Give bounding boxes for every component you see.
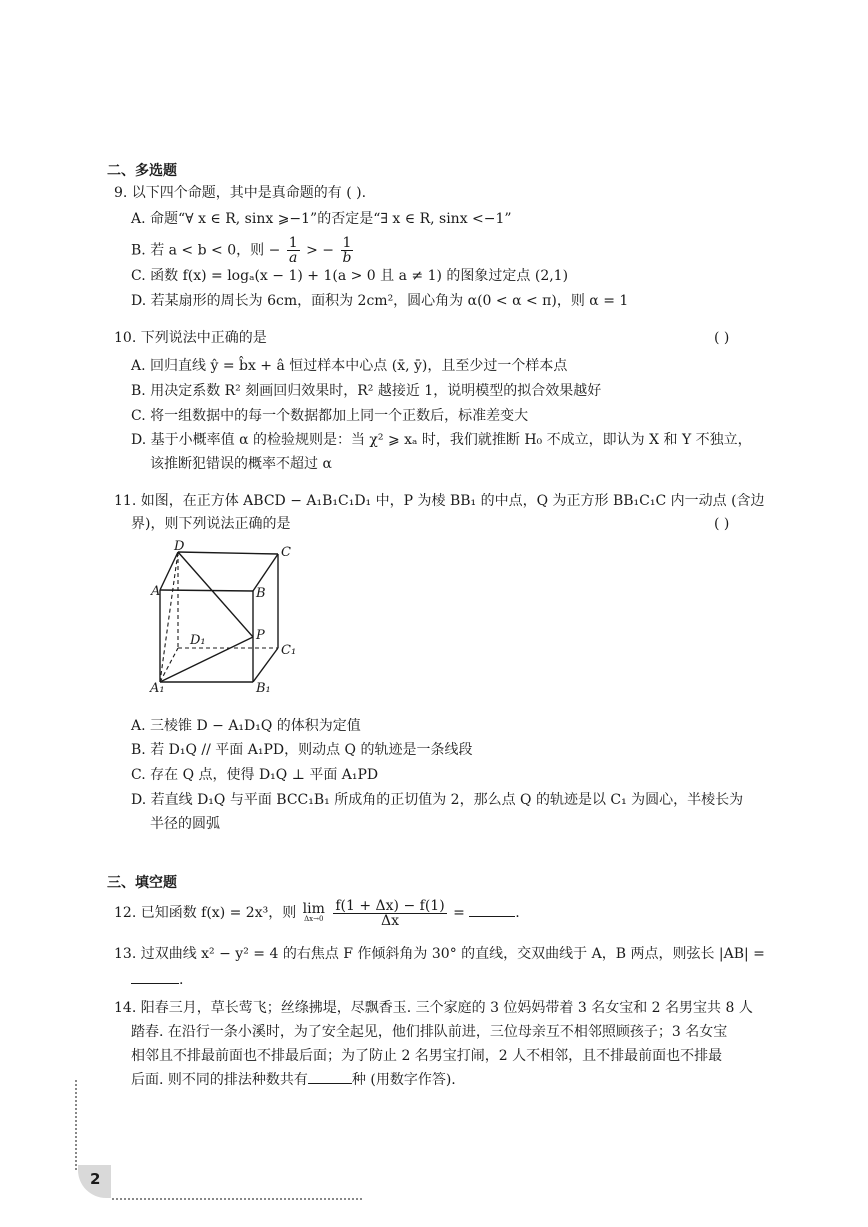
q11-stem-line2: 界)，则下列说法正确的是 <box>131 516 291 532</box>
q14-line4 <box>131 1070 456 1090</box>
q14-line1: 14. 阳春三月，草长莺飞；丝绦拂堤，尽飘香玉. 三个家庭的 3 位妈妈带着 3 名女宝和 2 名男宝共 8 人 <box>114 1000 753 1016</box>
edge-DP <box>178 552 253 637</box>
q14-line4-suffix: 种 (用数字作答). <box>351 1072 456 1088</box>
q12-lim-subscript: Δx→0 <box>304 915 324 923</box>
q9-b-frac1-num: 1 <box>288 235 298 251</box>
q10-option-b: B. 用决定系数 R² 刻画回归效果时，R² 越接近 1，说明模型的拟合效果越好 <box>131 383 602 399</box>
q12-fraction <box>333 899 446 928</box>
q11-option-d-line2: 半径的圆弧 <box>150 816 220 832</box>
q9-b-frac2-num: 1 <box>342 235 352 251</box>
q10-option-d-line1: D. 基于小概率值 α 的检验规则是：当 χ² ⩾ xₐ 时，我们就推断 H₀ 不成立，即认为 X 和 Y 不独立， <box>131 432 752 448</box>
q12-frac-num: f(1 + Δx) − f(1) <box>335 897 445 914</box>
q10-option-c: C. 将一组数据中的每一个数据都加上同一个正数后，标准差变大 <box>131 408 529 424</box>
q12-line <box>114 896 520 930</box>
q14-line3: 相邻且不排最前面也不排最后面；为了防止 2 名男宝打闹，2 人不相邻，且不排最前面也不排最 <box>131 1048 723 1064</box>
q9-stem: 9. 以下四个命题，其中是真命题的有 ( ). <box>114 185 367 201</box>
q11-stem-line1: 11. 如图，在正方体 ABCD − A₁B₁C₁D₁ 中，P 为棱 BB₁ 的中点，Q 为正方形 BB₁C₁C 内一动点 (含边 <box>114 493 765 509</box>
q11-answer-paren: ( ) <box>714 516 730 532</box>
q9-option-d: D. 若某扇形的周长为 6cm，面积为 2cm²，圆心角为 α(0 < α < π)，则 α = 1 <box>131 293 629 309</box>
label-D1: D₁ <box>190 633 206 648</box>
q11-option-d-line1: D. 若直线 D₁Q 与平面 BCC₁B₁ 所成角的正切值为 2，那么点 Q 的轨迹是以 C₁ 为圆心，半棱长为 <box>131 792 744 808</box>
q9-b-fraction-1 <box>287 236 300 265</box>
edge-AB <box>160 590 253 591</box>
label-D: D <box>174 540 185 554</box>
q10-answer-paren: ( ) <box>714 330 730 346</box>
q10-option-a: A. 回归直线 ŷ = b̂x + â 恒过样本中心点 (x̄, ȳ)，且至少过一个样本点 <box>131 358 568 374</box>
cube-figure <box>148 540 308 700</box>
q9-b-frac1-den: a <box>289 250 298 266</box>
label-A: A <box>151 584 161 599</box>
q12-limit <box>303 903 325 923</box>
q9-b-fraction-2 <box>341 236 354 265</box>
label-C1: C₁ <box>281 643 297 658</box>
q14-line4-prefix: 后面. 则不同的排法种数共有 <box>131 1072 308 1088</box>
label-B1: B₁ <box>256 681 271 696</box>
q13-answer-blank[interactable] <box>131 971 179 984</box>
footer-dotted-line <box>112 1198 362 1200</box>
q11-option-c: C. 存在 Q 点，使得 D₁Q ⊥ 平面 A₁PD <box>131 767 379 783</box>
q14-line2: 踏春. 在沿行一条小溪时，为了安全起见，他们排队前进，三位母亲互不相邻照顾孩子；3 名女宝 <box>131 1024 728 1040</box>
q9-b-middle: > − <box>306 242 335 259</box>
q9-b-frac2-den: b <box>342 250 352 266</box>
q12-lim-word: lim <box>302 901 325 917</box>
edge-A1P <box>160 637 253 682</box>
q12-equals: = <box>453 905 465 921</box>
q9-option-a: A. 命题“∀ x ∈ R, sinx ⩾−1”的否定是“∃ x ∈ R, sinx <−1” <box>131 211 512 227</box>
label-P: P <box>256 628 265 643</box>
q9-option-b <box>131 236 355 265</box>
q10-option-d-line2: 该推断犯错误的概率不超过 α <box>150 456 332 472</box>
label-B: B <box>256 586 266 601</box>
q12-frac-den: Δx <box>381 912 400 929</box>
q12-answer-blank[interactable] <box>469 904 515 917</box>
page-number: 2 <box>90 1170 101 1188</box>
q13-end: . <box>179 972 184 988</box>
edge-DC <box>178 552 278 554</box>
q11-option-a: A. 三棱锥 D − A₁D₁Q 的体积为定值 <box>131 718 361 734</box>
label-C: C <box>281 545 291 560</box>
q12-end: . <box>515 905 520 921</box>
label-A1: A₁ <box>150 681 165 696</box>
q12-prefix: 12. 已知函数 f(x) = 2x³，则 <box>114 905 297 921</box>
section-title-fill-blank: 三、填空题 <box>107 875 177 891</box>
q11-option-b: B. 若 D₁Q // 平面 A₁PD，则动点 Q 的轨迹是一条线段 <box>131 742 473 758</box>
q9-b-prefix: B. 若 a < b < 0，则 − <box>131 242 281 259</box>
q9-option-c: C. 函数 f(x) = logₐ(x − 1) + 1(a > 0 且 a ≠ 1) 的图象过定点 (2,1) <box>131 268 569 284</box>
q10-stem: 10. 下列说法中正确的是 <box>114 330 267 346</box>
q13-line1: 13. 过双曲线 x² − y² = 4 的右焦点 F 作倾斜角为 30° 的直线，交双曲线于 A，B 两点，则弦长 |AB| = <box>114 946 765 962</box>
q14-answer-blank[interactable] <box>308 1071 352 1084</box>
section-title-multi-choice: 二、多选题 <box>107 163 177 179</box>
edge-B1C1 <box>253 648 278 682</box>
margin-dotted-line <box>75 1080 77 1170</box>
q13-line2 <box>131 970 183 990</box>
